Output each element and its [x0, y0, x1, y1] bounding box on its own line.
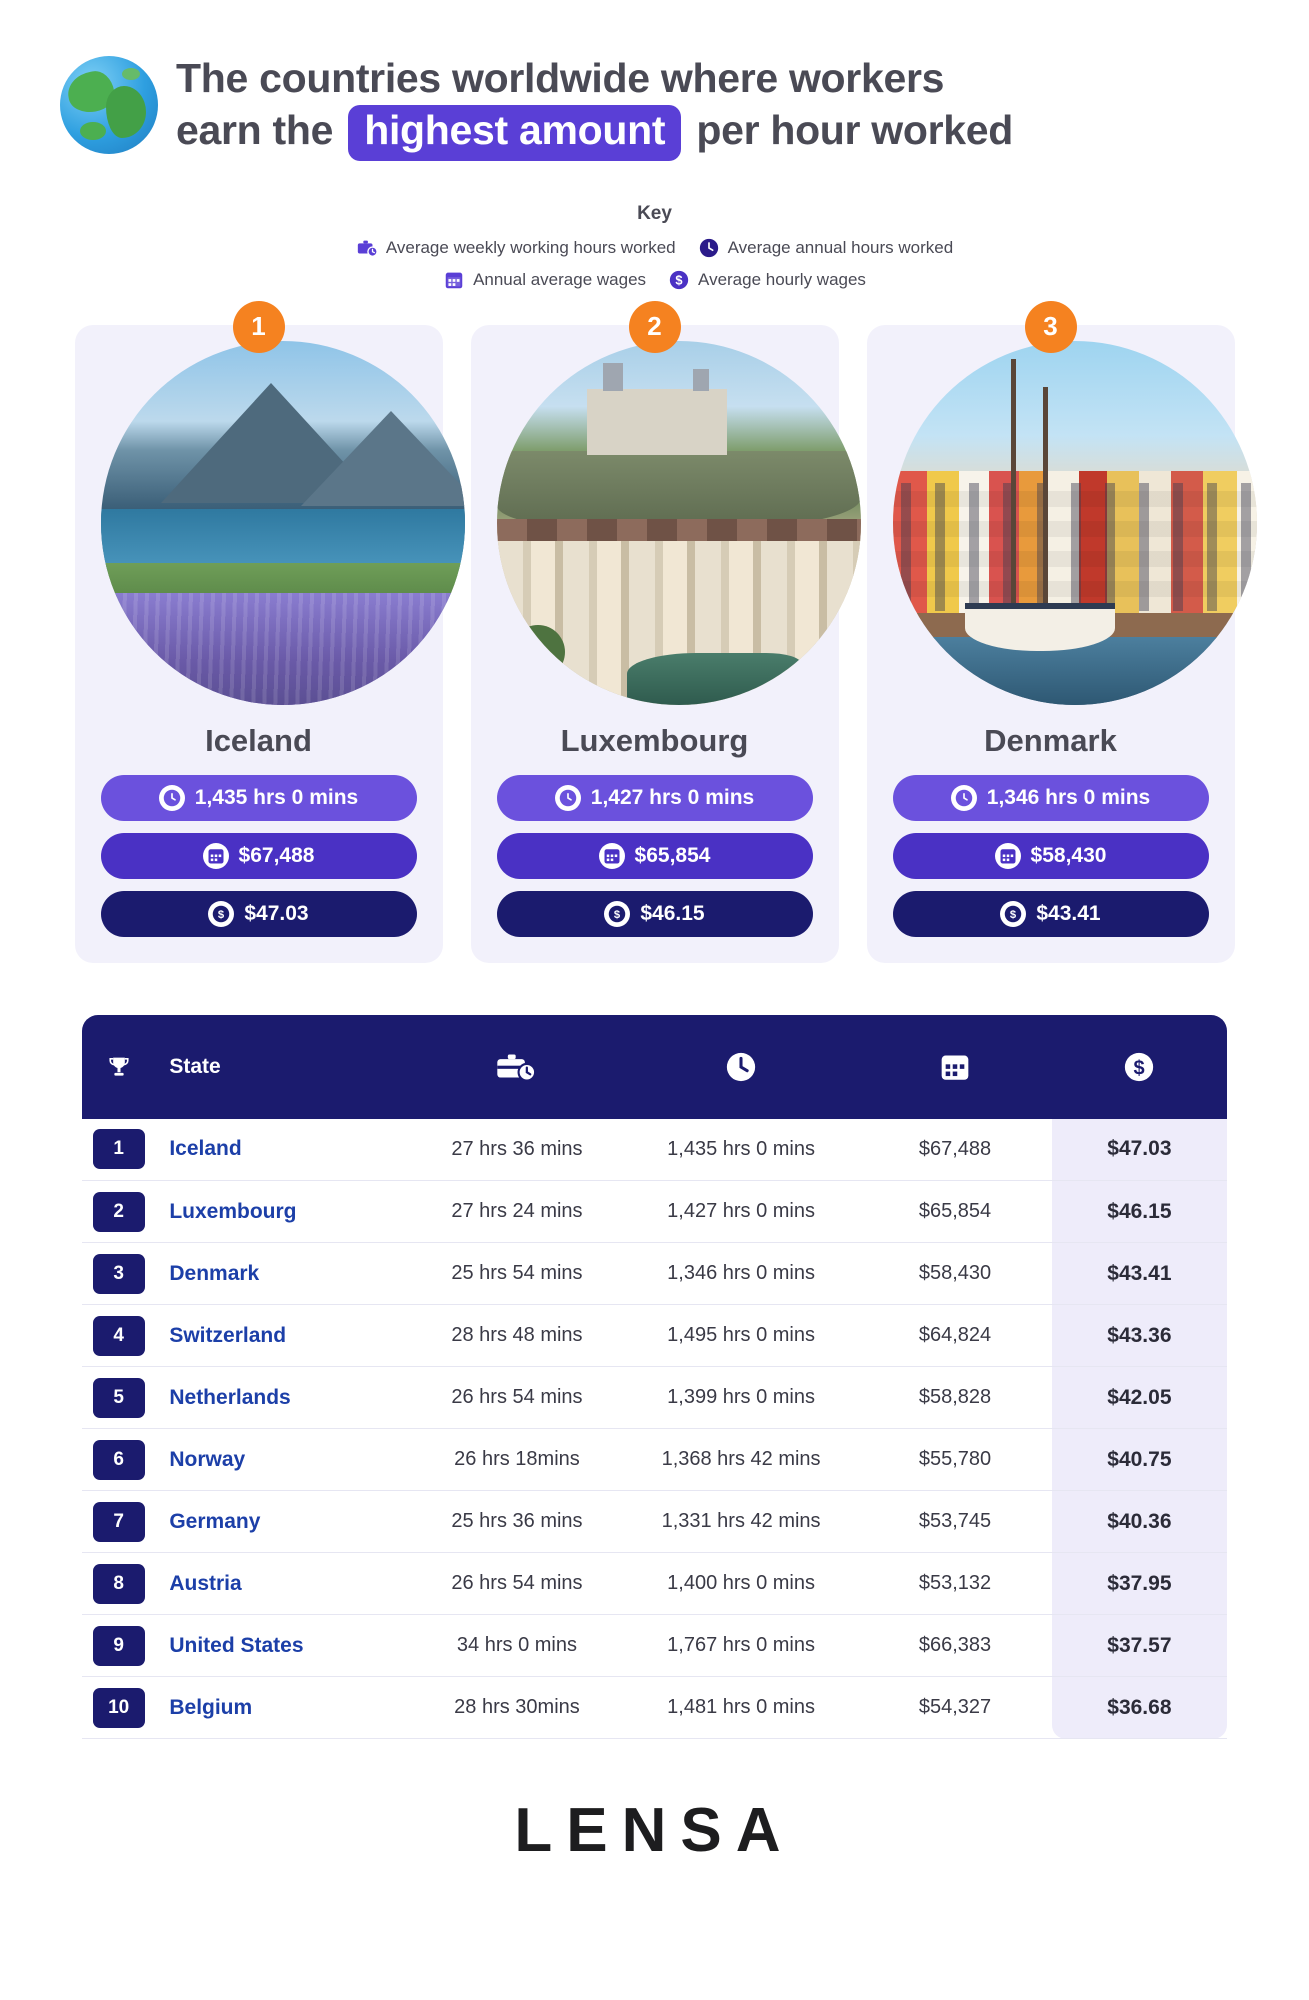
row-rank-cell [82, 1553, 155, 1615]
rank-badge: 8 [93, 1564, 145, 1604]
calendar-icon [443, 269, 465, 291]
card-hourly-wage-1 [101, 891, 417, 937]
card-hourly-wage-value-3: $43.41 [1036, 901, 1101, 925]
key-label-hourly-wages: Average hourly wages [698, 269, 866, 289]
row-rank-cell [82, 1615, 155, 1677]
row-annual-hours: 1,495 hrs 0 mins [667, 1324, 815, 1347]
row-hourly-wage: $36.68 [1052, 1677, 1227, 1739]
row-hourly-wage: $40.75 [1052, 1429, 1227, 1491]
calendar-icon [995, 843, 1021, 869]
briefcase-clock-icon [356, 237, 378, 259]
card-country-name-2: Luxembourg [560, 722, 749, 758]
row-annual-wages: $58,828 [918, 1386, 992, 1409]
key-legend [0, 203, 1309, 291]
row-annual-hours: 1,435 hrs 0 mins [667, 1137, 815, 1160]
podium-card-2 [471, 311, 839, 963]
svg-text:$: $ [675, 272, 683, 288]
table-row[interactable] [82, 1677, 1227, 1739]
row-annual-wages: $58,430 [918, 1262, 992, 1285]
card-annual-wages-value-3: $58,430 [1030, 843, 1107, 867]
row-annual-wages: $64,824 [918, 1324, 992, 1347]
row-state-name: Denmark [169, 1261, 260, 1285]
row-state-name: Austria [169, 1571, 242, 1595]
key-item-annual-wages [443, 269, 646, 291]
table-header-annual-hours [624, 1015, 858, 1119]
calendar-icon [203, 843, 229, 869]
top-three-cards [0, 311, 1309, 963]
row-annual-wages: $65,854 [918, 1200, 992, 1223]
key-row-1 [0, 237, 1309, 259]
table-row[interactable] [82, 1429, 1227, 1491]
clock-icon [159, 785, 185, 811]
row-weekly-hours: 34 hrs 0 mins [456, 1634, 577, 1657]
podium-card-3 [867, 311, 1235, 963]
rank-badge: 2 [93, 1192, 145, 1232]
svg-text:$: $ [614, 908, 621, 921]
card-hourly-wage-3 [893, 891, 1209, 937]
rank-badge-1: 1 [233, 301, 285, 353]
calendar-icon [858, 1051, 1052, 1083]
row-weekly-hours: 26 hrs 54 mins [451, 1386, 583, 1409]
dollar-coin-icon [668, 269, 690, 291]
row-hourly-wage: $42.05 [1052, 1367, 1227, 1429]
row-state-name: Belgium [169, 1695, 253, 1719]
card-annual-hours-3 [893, 775, 1209, 821]
card-country-name-1: Iceland [205, 722, 312, 758]
card-annual-hours-value-1: 1,435 hrs 0 mins [194, 785, 359, 809]
page-title [176, 48, 1249, 161]
row-state-name: Germany [169, 1509, 261, 1533]
table-header-rank [82, 1015, 155, 1119]
row-hourly-wage: $40.36 [1052, 1491, 1227, 1553]
key-item-hourly-wages [668, 269, 866, 291]
table-body [82, 1119, 1227, 1739]
table-row[interactable] [82, 1243, 1227, 1305]
row-hourly-wage: $37.95 [1052, 1553, 1227, 1615]
table-row[interactable] [82, 1181, 1227, 1243]
ranking-table [82, 1015, 1227, 1740]
rank-badge-2: 2 [629, 301, 681, 353]
row-hourly-wage: $46.15 [1052, 1181, 1227, 1243]
svg-text:$: $ [1133, 1057, 1145, 1080]
row-annual-wages: $53,132 [918, 1572, 992, 1595]
dollar-coin-icon [1052, 1051, 1227, 1083]
svg-text:$: $ [1010, 908, 1017, 921]
rank-badge: 5 [93, 1378, 145, 1418]
table-row[interactable] [82, 1491, 1227, 1553]
row-annual-hours: 1,399 hrs 0 mins [667, 1386, 815, 1409]
key-label-weekly-hours: Average weekly working hours worked [385, 237, 676, 257]
row-annual-hours: 1,368 hrs 42 mins [661, 1448, 821, 1471]
table-header-state: State [155, 1015, 410, 1119]
rank-badge: 9 [93, 1626, 145, 1666]
table-row[interactable] [82, 1305, 1227, 1367]
dollar-coin-icon [1000, 901, 1026, 927]
table-row[interactable] [82, 1615, 1227, 1677]
row-rank-cell [82, 1491, 155, 1553]
row-state-name: Netherlands [169, 1385, 291, 1409]
card-annual-hours-2 [497, 775, 813, 821]
table-row[interactable] [82, 1553, 1227, 1615]
row-state-name: Luxembourg [169, 1199, 297, 1223]
title-line-2-after: per hour worked [696, 107, 1014, 154]
rank-badge: 4 [93, 1316, 145, 1356]
row-annual-hours: 1,481 hrs 0 mins [667, 1696, 815, 1719]
row-weekly-hours: 25 hrs 36 mins [451, 1510, 583, 1533]
row-weekly-hours: 28 hrs 30mins [454, 1696, 580, 1719]
card-hourly-wage-value-1: $47.03 [244, 901, 309, 925]
card-annual-wages-1 [101, 833, 417, 879]
row-annual-wages: $54,327 [918, 1696, 992, 1719]
title-line-2 [176, 104, 1249, 160]
row-rank-cell [82, 1243, 155, 1305]
lensa-logo: LENSA [514, 1796, 795, 1866]
row-hourly-wage: $47.03 [1052, 1119, 1227, 1181]
row-rank-cell [82, 1119, 155, 1181]
row-state-name: Switzerland [169, 1323, 287, 1347]
footer [0, 1795, 1309, 1906]
key-label-annual-hours: Average annual hours worked [727, 237, 954, 257]
row-state-name: Iceland [169, 1137, 242, 1161]
key-title: Key [637, 202, 672, 224]
card-annual-hours-value-3: 1,346 hrs 0 mins [986, 785, 1151, 809]
podium-card-1 [75, 311, 443, 963]
key-label-annual-wages: Annual average wages [473, 269, 647, 289]
briefcase-clock-icon [410, 1051, 624, 1083]
rank-badge: 3 [93, 1254, 145, 1294]
title-highlight: highest amount [348, 105, 681, 160]
row-annual-hours: 1,427 hrs 0 mins [667, 1200, 815, 1223]
clock-icon [624, 1051, 858, 1083]
dollar-coin-icon [208, 901, 234, 927]
row-annual-hours: 1,767 hrs 0 mins [667, 1634, 815, 1657]
table-header-annual-wages [858, 1015, 1052, 1119]
card-hourly-wage-value-2: $46.15 [640, 901, 705, 925]
row-annual-hours: 1,331 hrs 42 mins [661, 1510, 821, 1533]
trophy-icon [82, 1053, 155, 1081]
row-state-name: United States [169, 1633, 304, 1657]
row-weekly-hours: 28 hrs 48 mins [451, 1324, 583, 1347]
row-hourly-wage: $43.41 [1052, 1243, 1227, 1305]
row-rank-cell [82, 1181, 155, 1243]
svg-text:$: $ [218, 908, 225, 921]
row-annual-wages: $67,488 [918, 1137, 992, 1160]
row-rank-cell [82, 1677, 155, 1739]
row-annual-wages: $53,745 [918, 1510, 992, 1533]
denmark-nyhavn-photo [893, 341, 1257, 705]
row-hourly-wage: $43.36 [1052, 1305, 1227, 1367]
row-annual-hours: 1,346 hrs 0 mins [667, 1262, 815, 1285]
table-header-weekly-hours [410, 1015, 624, 1119]
card-annual-wages-value-2: $65,854 [634, 843, 711, 867]
card-annual-hours-value-2: 1,427 hrs 0 mins [590, 785, 755, 809]
row-rank-cell [82, 1305, 155, 1367]
row-weekly-hours: 27 hrs 36 mins [451, 1137, 583, 1160]
dollar-coin-icon [604, 901, 630, 927]
row-weekly-hours: 25 hrs 54 mins [451, 1262, 583, 1285]
row-rank-cell [82, 1429, 155, 1491]
card-hourly-wage-2 [497, 891, 813, 937]
table-row[interactable] [82, 1367, 1227, 1429]
row-hourly-wage: $37.57 [1052, 1615, 1227, 1677]
luxembourg-town-photo [497, 341, 861, 705]
globe-icon [60, 56, 158, 154]
table-header-row [82, 1015, 1227, 1119]
iceland-landscape-photo [101, 341, 465, 705]
rank-badge: 6 [93, 1440, 145, 1480]
row-annual-wages: $66,383 [918, 1634, 992, 1657]
title-line-2-before: earn the [176, 107, 334, 154]
row-state-name: Norway [169, 1447, 246, 1471]
table-header-hourly-wages [1052, 1015, 1227, 1119]
card-annual-hours-1 [101, 775, 417, 821]
clock-icon [698, 237, 720, 259]
row-annual-hours: 1,400 hrs 0 mins [667, 1572, 815, 1595]
row-weekly-hours: 26 hrs 54 mins [451, 1572, 583, 1595]
rank-badge-3: 3 [1025, 301, 1077, 353]
title-line-1: The countries worldwide where workers [176, 55, 945, 101]
clock-icon [951, 785, 977, 811]
rank-badge: 10 [93, 1688, 145, 1728]
header [0, 0, 1309, 161]
rank-badge: 7 [93, 1502, 145, 1542]
table-row[interactable] [82, 1119, 1227, 1181]
card-annual-wages-3 [893, 833, 1209, 879]
row-annual-wages: $55,780 [918, 1448, 992, 1471]
key-item-annual-hours [698, 237, 954, 259]
calendar-icon [599, 843, 625, 869]
clock-icon [555, 785, 581, 811]
card-annual-wages-value-1: $67,488 [238, 843, 315, 867]
key-item-weekly-hours [356, 237, 676, 259]
card-country-name-3: Denmark [984, 722, 1117, 758]
row-rank-cell [82, 1367, 155, 1429]
row-weekly-hours: 27 hrs 24 mins [451, 1200, 583, 1223]
row-weekly-hours: 26 hrs 18mins [454, 1448, 580, 1471]
rank-badge: 1 [93, 1129, 145, 1169]
key-row-2 [0, 269, 1309, 291]
card-annual-wages-2 [497, 833, 813, 879]
